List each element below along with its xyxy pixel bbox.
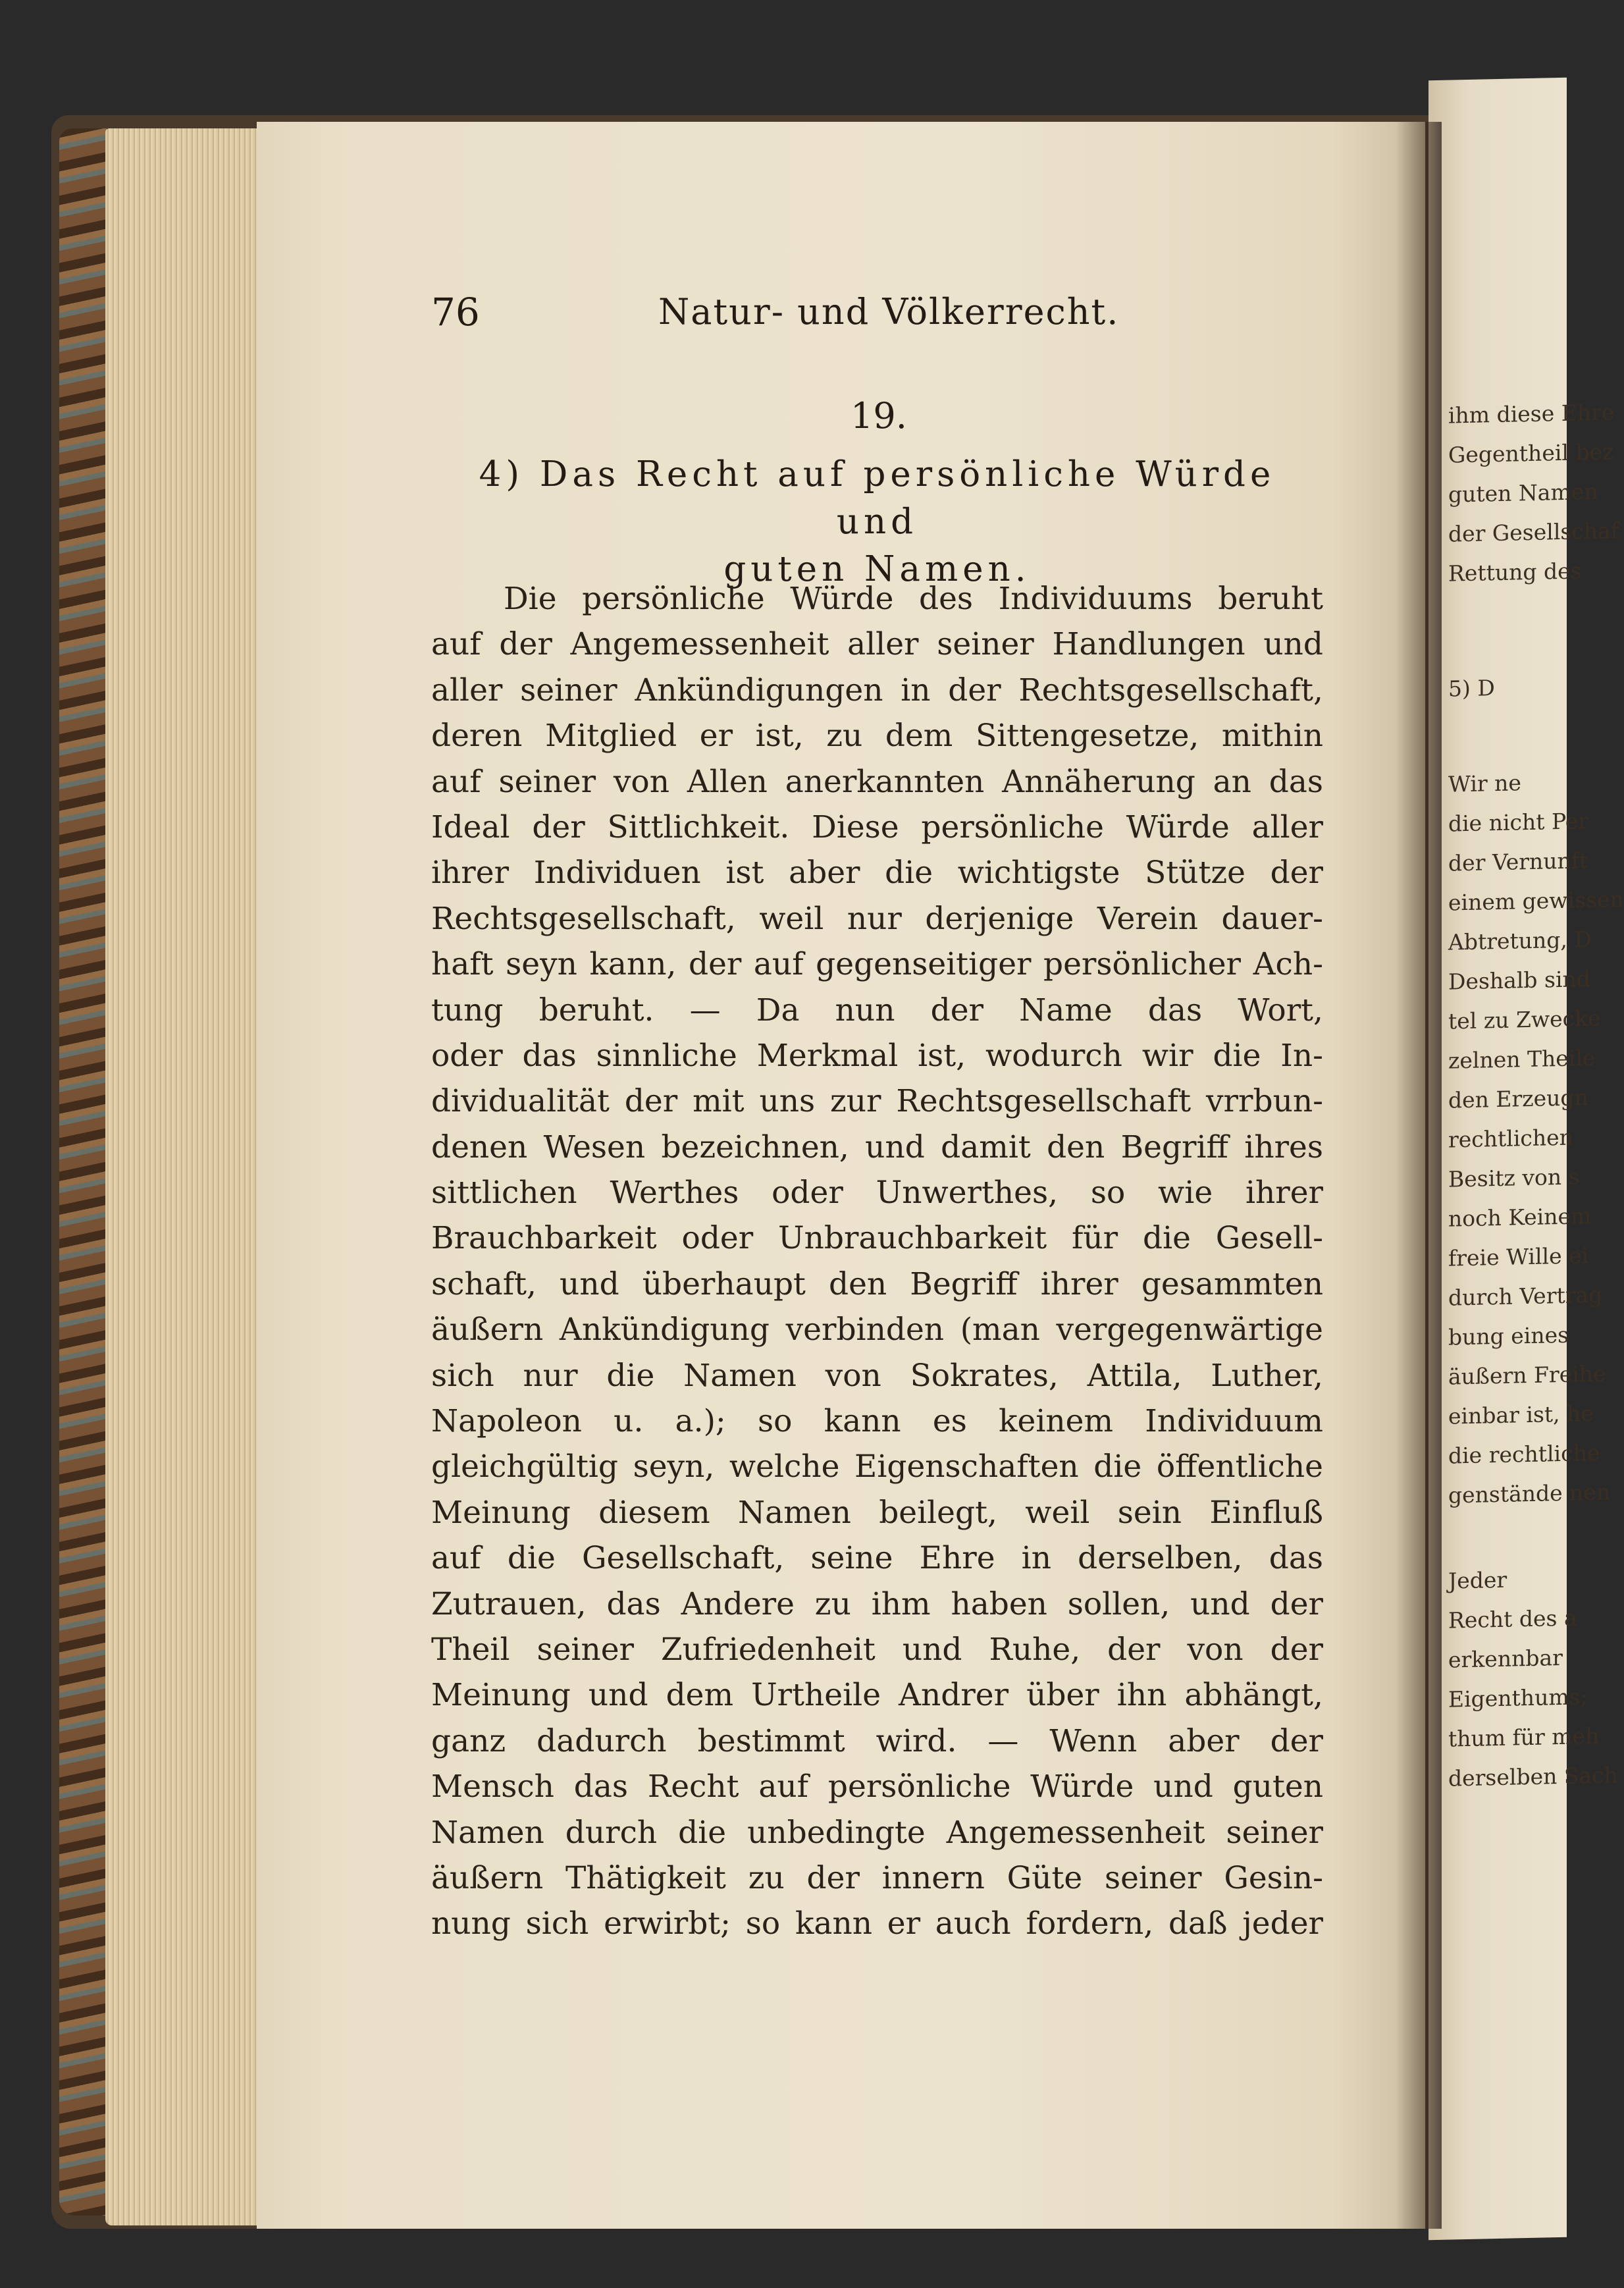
body-line: Meinung diesem Namen beilegt, weil sein Einfluß bbox=[431, 1494, 1323, 1531]
next-page-line: derselben Sach bbox=[1448, 1762, 1618, 1792]
next-page-line: genstände nen bbox=[1448, 1479, 1611, 1508]
body-line: gleichgültig seyn, welche Eigenschaften die öffentliche bbox=[431, 1449, 1323, 1485]
next-page-line: Eigenthums; bbox=[1448, 1684, 1588, 1713]
body-line: Theil seiner Zufriedenheit und Ruhe, der von der bbox=[431, 1631, 1323, 1668]
body-line: Brauchbarkeit oder Unbrauchbarkeit für die Gesell- bbox=[431, 1220, 1323, 1257]
body-line: auf die Gesellschaft, seine Ehre in derselben, das bbox=[431, 1540, 1323, 1577]
next-page-line: Wir ne bbox=[1448, 770, 1521, 797]
body-line: Ideal der Sittlichkeit. Diese persönliche Würde aller bbox=[431, 809, 1323, 845]
body-line: Meinung und dem Urtheile Andrer über ihn abhängt, bbox=[431, 1677, 1323, 1714]
next-page-line: Jeder bbox=[1448, 1566, 1507, 1594]
body-line: sich nur die Namen von Sokrates, Attila, Luther, bbox=[431, 1357, 1323, 1394]
body-line: deren Mitglied er ist, zu dem Sittengesetze, mithin bbox=[431, 718, 1323, 755]
body-line: äußern Ankündigung verbinden (man vergegenwärtige bbox=[431, 1312, 1323, 1348]
next-page-line: der Vernunft bbox=[1448, 847, 1588, 876]
body-line: äußern Thätigkeit zu der innern Güte seiner Gesin- bbox=[431, 1859, 1323, 1896]
next-page-line: Deshalb sind bbox=[1448, 966, 1590, 995]
body-line: ihrer Individuen ist aber die wichtigste Stütze der bbox=[431, 855, 1323, 891]
body-line: schaft, und überhaupt den Begriff ihrer gesammten bbox=[431, 1265, 1323, 1302]
next-page-line: noch Keinem bbox=[1448, 1203, 1592, 1232]
body-line: aller seiner Ankündigungen in der Rechtsgesellschaft, bbox=[431, 672, 1323, 708]
next-page-line: die nicht Per bbox=[1448, 808, 1589, 837]
body-line: auf seiner von Allen anerkannten Annäherung an das bbox=[431, 763, 1323, 800]
next-page-line: durch Vertrag bbox=[1448, 1281, 1603, 1311]
body-line: oder das sinnliche Merkmal ist, wodurch wir die In- bbox=[431, 1037, 1323, 1074]
body-line: haft seyn kann, der auf gegenseitiger persönlicher Ach- bbox=[431, 946, 1323, 983]
next-page-line: Rettung des bbox=[1448, 558, 1582, 587]
next-page-line: thum für meh bbox=[1448, 1722, 1600, 1752]
body-line: sittlichen Werthes oder Unwerthes, so wie ihrer bbox=[431, 1175, 1323, 1211]
next-page-line: der Gesellschaf bbox=[1448, 518, 1619, 547]
next-page-line: Abtretung, D bbox=[1448, 926, 1592, 955]
next-page-line: freie Wille ei bbox=[1448, 1242, 1589, 1271]
next-page-line: guten Namen bbox=[1448, 478, 1598, 508]
next-page-line: einem gewissen bbox=[1448, 886, 1624, 916]
next-page-line: Recht des a bbox=[1448, 1605, 1577, 1634]
section-number-text: 19. bbox=[851, 395, 907, 437]
body-line: Die persönliche Würde des Individuums beruht bbox=[504, 581, 1323, 617]
next-page-line: die rechtliche bbox=[1448, 1439, 1600, 1469]
book-gutter-shadow bbox=[1396, 122, 1442, 2229]
section-number bbox=[0, 395, 1567, 437]
next-page-line: rechtlichen bbox=[1448, 1124, 1573, 1153]
next-page-line: den Erzeugn bbox=[1448, 1084, 1588, 1113]
body-line: Mensch das Recht auf persönliche Würde und guten bbox=[431, 1769, 1323, 1805]
marbled-board-edge bbox=[59, 128, 107, 2216]
heading-line-1: 4) Das Recht auf persönliche Würde und bbox=[479, 454, 1276, 542]
running-title: Natur- und Völkerrecht. bbox=[658, 291, 1120, 333]
page-edge-stack bbox=[105, 128, 263, 2225]
body-line: auf der Angemessenheit aller seiner Handlungen und bbox=[431, 626, 1323, 663]
body-line: Namen durch die unbedingte Angemessenheit seiner bbox=[431, 1814, 1323, 1851]
next-page-line: erkennbar bbox=[1448, 1644, 1563, 1673]
body-line: nung sich erwirbt; so kann er auch fordern, daß jeder bbox=[431, 1905, 1323, 1942]
next-page-line: ihm diese Ehre bbox=[1448, 399, 1615, 429]
body-text bbox=[431, 576, 1323, 1947]
section-heading bbox=[431, 451, 1323, 593]
body-line: Napoleon u. a.); so kann es keinem Individuum bbox=[431, 1403, 1323, 1440]
body-line: dividualität der mit uns zur Rechtsgesellschaft vrrbun- bbox=[431, 1083, 1323, 1120]
body-line: ganz dadurch bestimmt wird. — Wenn aber der bbox=[431, 1722, 1323, 1759]
body-line: denen Wesen bezeichnen, und damit den Begriff ihres bbox=[431, 1129, 1323, 1165]
next-page-line: Besitz von s bbox=[1448, 1163, 1580, 1192]
next-page-line: Gegentheil bez bbox=[1448, 439, 1614, 468]
page-number: 76 bbox=[431, 290, 480, 334]
heading-line-2: guten Namen. bbox=[723, 549, 1031, 589]
next-page-line: zelnen Theile bbox=[1448, 1044, 1596, 1074]
body-line: tung beruht. — Da nun der Name das Wort, bbox=[431, 992, 1323, 1028]
next-page-line: bung eines bbox=[1448, 1321, 1569, 1350]
running-head bbox=[431, 290, 1343, 342]
next-page-line: tel zu Zwecke bbox=[1448, 1005, 1601, 1034]
next-page-line: äußern Freihe bbox=[1448, 1360, 1606, 1390]
body-line: Zutrauen, das Andere zu ihm haben sollen, und der bbox=[431, 1585, 1323, 1622]
next-page-line: einbar ist, he bbox=[1448, 1400, 1594, 1429]
body-line: Rechtsgesellschaft, weil nur derjenige Verein dauer- bbox=[431, 900, 1323, 937]
next-page-line: 5) D bbox=[1448, 675, 1495, 702]
